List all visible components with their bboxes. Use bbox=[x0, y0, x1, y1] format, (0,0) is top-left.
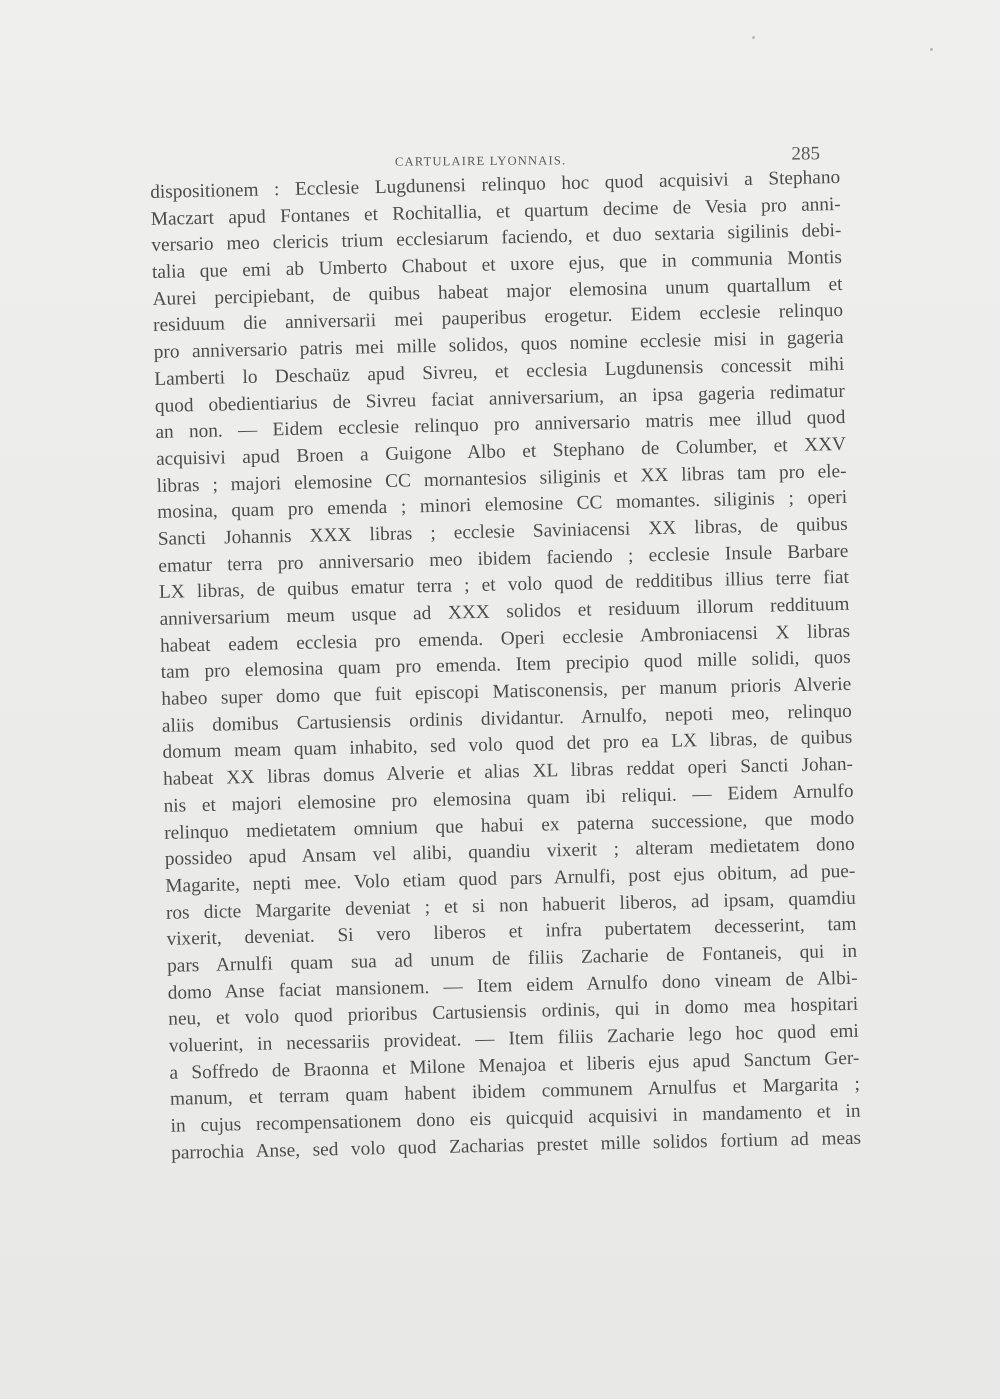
text-line: habeat XX libras domus Alverie et alias XL libras reddat operi Sancti Johan- bbox=[162, 753, 854, 790]
text-line: voluerint, in necessariis provideat. — Item filiis Zacharie lego hoc quod emi bbox=[168, 1020, 859, 1057]
text-line: habeat eadem ecclesia pro emenda. Operi ecclesie Ambroniacensi X libras bbox=[159, 620, 851, 657]
text-line: Lamberti lo Deschaüz apud Sivreu, et ecclesia Lugdunensis concessit mihi bbox=[154, 353, 845, 390]
text-line: ematur terra pro anniversario meo ibidem faciendo ; ecclesie Insule Barbare bbox=[158, 540, 849, 577]
text-line: Aurei percipiebant, de quibus habeat major elemosina unum quartallum et bbox=[152, 273, 843, 310]
text-line: manum, et terram quam habent ibidem communem Arnulfus et Margarita ; bbox=[169, 1074, 861, 1111]
text-line: domum meam quam inhabito, sed volo quod det pro ea LX libras, de quibus bbox=[162, 727, 853, 764]
text-line: acquisivi apud Broen a Guigone Albo et Stephano de Columber, et XXV bbox=[155, 433, 847, 470]
text-line: tam pro elemosina quam pro emenda. Item precipio quod mille solidi, quos bbox=[160, 647, 851, 684]
text-line: domo Anse faciat mansionem. — Item eidem Arnulfo dono vineam de Albi- bbox=[167, 967, 858, 1004]
running-title: CARTULAIRE LYONNAIS. bbox=[394, 153, 567, 169]
page-number: 285 bbox=[791, 143, 821, 165]
text-line: mosina, quam pro emenda ; minori elemosine CC momantes. siliginis ; operi bbox=[157, 487, 848, 524]
text-line: habeo super domo que fuit episcopi Matisconensis, per manum prioris Alverie bbox=[161, 673, 852, 710]
text-line: residuum die anniversarii mei pauperibus erogetur. Eidem ecclesie relinquo bbox=[152, 300, 844, 337]
text-line: parrochia Anse, sed volo quod Zacharias prestet mille solidos fortium ad meas bbox=[171, 1127, 862, 1164]
text-line: neu, et volo quod prioribus Cartusiensis ordinis, qui in domo mea hospitari bbox=[168, 994, 859, 1031]
text-line: anniversarium meum usque ad XXX solidos et residuum illorum reddituum bbox=[159, 593, 850, 630]
text-line: Magarite, nepti mee. Volo etiam quod pars Arnulfi, post ejus obitum, ad pue- bbox=[165, 860, 856, 897]
text-line: ros dicte Margarite deveniat ; et si non habuerit liberos, ad ipsam, quamdiu bbox=[165, 887, 857, 924]
text-line: relinquo medietatem omnium que habui ex paterna successione, que modo bbox=[164, 807, 855, 844]
body-text bbox=[150, 165, 861, 1167]
paper-speck bbox=[752, 36, 755, 39]
text-line: in cujus recompensationem dono eis quicquid acquisivi in mandamento et in bbox=[170, 1100, 861, 1137]
text-line: dispositionem : Ecclesie Lugdunensi relinquo hoc quod acquisivi a Stephano bbox=[150, 166, 841, 203]
text-line: a Soffredo de Braonna et Milone Menajoa et liberis ejus apud Sanctum Ger- bbox=[169, 1047, 860, 1084]
text-line: quod obedientiarius de Sivreu faciat anniversarium, an ipsa gageria redimatur bbox=[154, 380, 845, 417]
paper-speck bbox=[930, 48, 933, 51]
text-line: Maczart apud Fontanes et Rochitallia, et quartum decime de Vesia pro anni- bbox=[150, 193, 841, 230]
text-line: an non. — Eidem ecclesie relinquo pro anniversario matris mee illud quod bbox=[155, 407, 846, 444]
text-line: nis et majori elemosine pro elemosina quam ibi reliqui. — Eidem Arnulfo bbox=[163, 780, 854, 817]
text-line: Sancti Johannis XXX libras ; ecclesie Saviniacensi XX libras, de quibus bbox=[157, 513, 848, 550]
text-line: pars Arnulfi quam sua ad unum de filiis Zacharie de Fontaneis, qui in bbox=[166, 940, 858, 977]
text-line: pro anniversario patris mei mille solidos, quos nomine ecclesie misi in gageria bbox=[153, 327, 844, 364]
text-line: vixerit, deveniat. Si vero liberos et infra pubertatem decesserint, tam bbox=[166, 914, 857, 951]
text-line: libras ; majori elemosine CC mornantesios siliginis et XX libras tam pro ele- bbox=[156, 460, 847, 497]
text-line: talia que emi ab Umberto Chabout et uxore ejus, que in communia Montis bbox=[151, 246, 843, 284]
text-line: LX libras, de quibus ematur terra ; et volo quod de redditibus illius terre fiat bbox=[158, 567, 850, 604]
text-line: versario meo clericis trium ecclesiarum faciendo, et duo sextaria sigilinis debi- bbox=[151, 220, 842, 257]
text-line: aliis domibus Cartusiensis ordinis dividantur. Arnulfo, nepoti meo, relinquo bbox=[161, 700, 852, 737]
text-line: possideo apud Ansam vel alibi, quandiu vixerit ; alteram medietatem dono bbox=[164, 833, 855, 871]
